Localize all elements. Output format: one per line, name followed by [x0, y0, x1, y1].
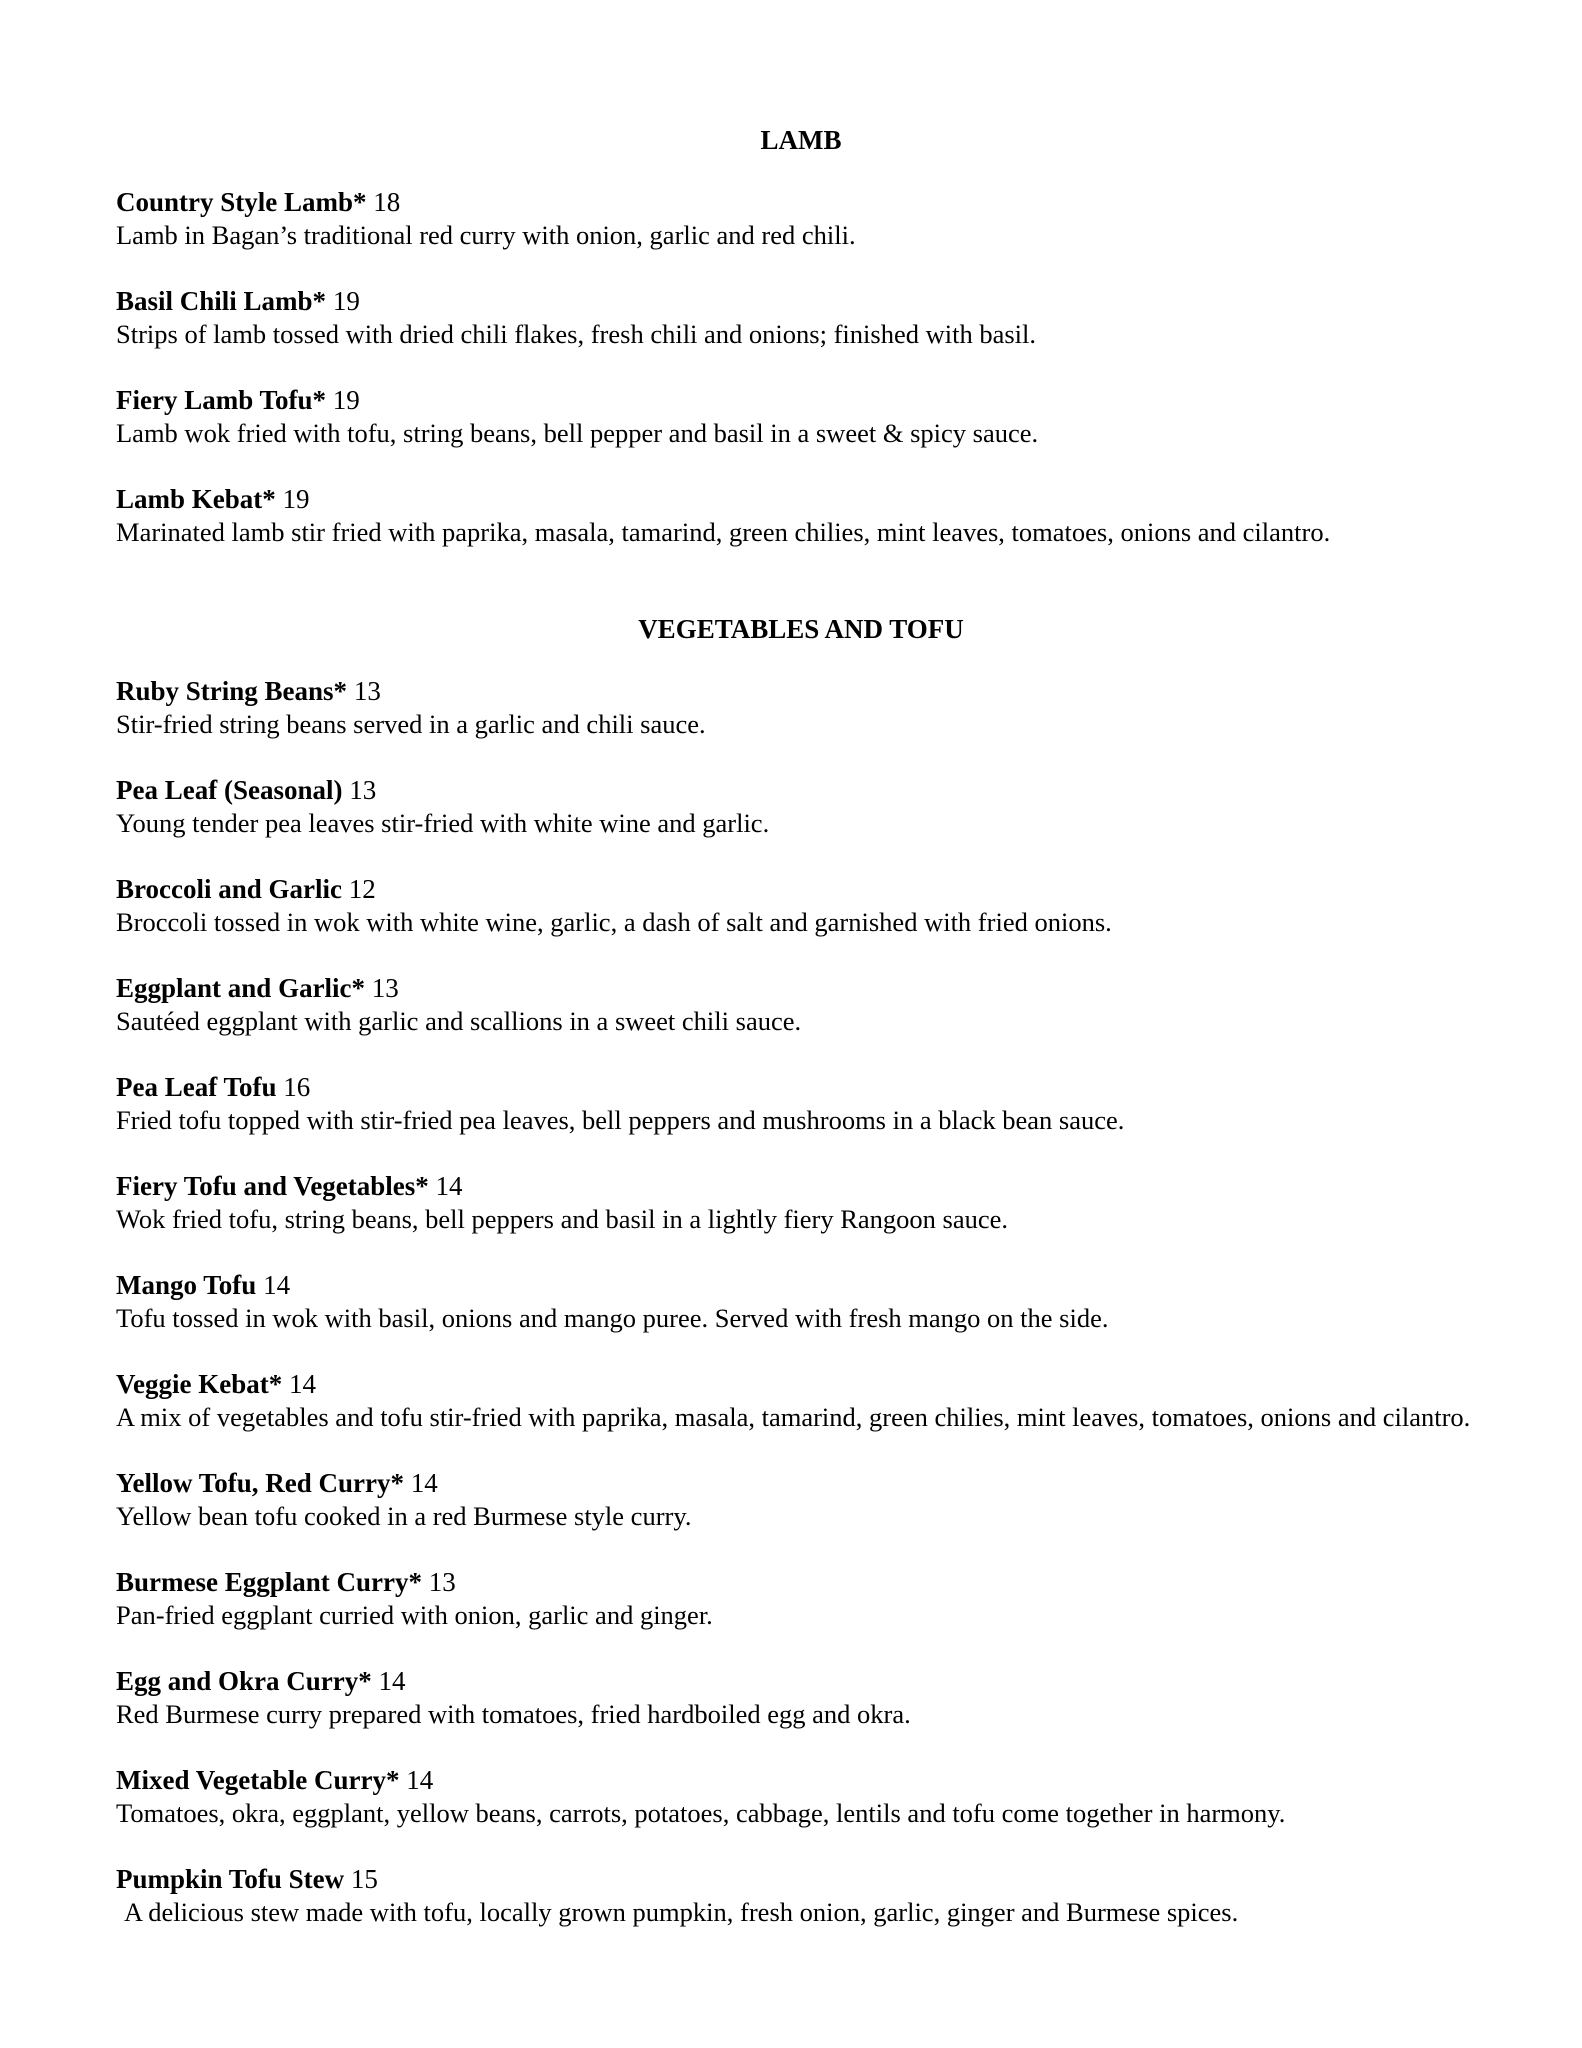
- item-description: Pan-fried eggplant curried with onion, garlic and ginger.: [116, 1600, 713, 1630]
- item-price: 13: [349, 775, 377, 805]
- item-name: Eggplant and Garlic*: [116, 973, 366, 1003]
- menu-item: [116, 1071, 1486, 1137]
- item-price: 16: [283, 1072, 311, 1102]
- item-description: Wok fried tofu, string beans, bell peppers and basil in a lightly fiery Rangoon sauce.: [116, 1204, 1009, 1234]
- item-price: 14: [406, 1765, 434, 1795]
- vegetables-tofu-section: [116, 613, 1486, 1962]
- menu-item: [116, 972, 1486, 1038]
- item-name: Yellow Tofu, Red Curry*: [116, 1468, 405, 1498]
- item-description: Stir-fried string beans served in a garlic and chili sauce.: [116, 709, 706, 739]
- menu-item: [116, 675, 1486, 741]
- item-price: 14: [378, 1666, 406, 1696]
- menu-item: [116, 285, 1486, 351]
- item-description: Tofu tossed in wok with basil, onions and mango puree. Served with fresh mango on the side.: [116, 1303, 1109, 1333]
- section-title-vegetables-tofu: VEGETABLES AND TOFU: [638, 614, 964, 644]
- item-price: 14: [410, 1468, 438, 1498]
- item-name: Burmese Eggplant Curry*: [116, 1567, 422, 1597]
- item-name: Mango Tofu: [116, 1270, 257, 1300]
- item-description: Marinated lamb stir fried with paprika, masala, tamarind, green chilies, mint leaves, tomatoes, onions and cilantro.: [116, 517, 1331, 547]
- item-name: Pea Leaf Tofu: [116, 1072, 277, 1102]
- item-description: Red Burmese curry prepared with tomatoes, fried hardboiled egg and okra.: [116, 1699, 911, 1729]
- menu-item: [116, 186, 1486, 252]
- item-description: A mix of vegetables and tofu stir-fried with paprika, masala, tamarind, green chilies, mint leaves, tomatoes, onions and cilantro.: [116, 1402, 1471, 1432]
- menu-item: [116, 1665, 1486, 1731]
- item-description: Tomatoes, okra, eggplant, yellow beans, carrots, potatoes, cabbage, lentils and tofu come together in harmony.: [116, 1798, 1286, 1828]
- item-name: Pea Leaf (Seasonal): [116, 775, 343, 805]
- item-description: Broccoli tossed in wok with white wine, garlic, a dash of salt and garnished with fried onions.: [116, 907, 1112, 937]
- item-name: Lamb Kebat*: [116, 484, 276, 514]
- item-description: Young tender pea leaves stir-fried with white wine and garlic.: [116, 808, 770, 838]
- section-title-lamb: LAMB: [760, 125, 842, 155]
- item-description: Fried tofu topped with stir-fried pea leaves, bell peppers and mushrooms in a black bean sauce.: [116, 1105, 1125, 1135]
- item-name: Pumpkin Tofu Stew: [116, 1864, 345, 1894]
- item-name: Broccoli and Garlic: [116, 874, 342, 904]
- menu-item: [116, 1170, 1486, 1236]
- item-description: A delicious stew made with tofu, locally grown pumpkin, fresh onion, garlic, ginger and Burmese spices.: [124, 1897, 1239, 1927]
- menu-item: [116, 774, 1486, 840]
- item-price: 19: [332, 286, 360, 316]
- item-price: 14: [263, 1270, 291, 1300]
- item-name: Basil Chili Lamb*: [116, 286, 327, 316]
- item-price: 15: [350, 1864, 378, 1894]
- menu-item: [116, 384, 1486, 450]
- item-price: 12: [348, 874, 376, 904]
- item-name: Country Style Lamb*: [116, 187, 367, 217]
- menu-item: [116, 1467, 1486, 1533]
- item-description: Lamb wok fried with tofu, string beans, bell pepper and basil in a sweet & spicy sauce.: [116, 418, 1039, 448]
- menu-item: [116, 1764, 1486, 1830]
- item-price: 19: [282, 484, 310, 514]
- item-description: Sautéed eggplant with garlic and scallions in a sweet chili sauce.: [116, 1006, 802, 1036]
- lamb-section: [116, 124, 1486, 582]
- item-price: 18: [373, 187, 401, 217]
- menu-item: [116, 873, 1486, 939]
- item-name: Mixed Vegetable Curry*: [116, 1765, 400, 1795]
- menu-item: [116, 1368, 1486, 1434]
- menu-item: [116, 483, 1486, 549]
- item-price: 14: [288, 1369, 316, 1399]
- item-price: 19: [332, 385, 360, 415]
- menu-item: [116, 1566, 1486, 1632]
- item-name: Fiery Lamb Tofu*: [116, 385, 327, 415]
- item-price: 13: [428, 1567, 456, 1597]
- item-name: Fiery Tofu and Vegetables*: [116, 1171, 429, 1201]
- item-name: Ruby String Beans*: [116, 676, 348, 706]
- item-description: Yellow bean tofu cooked in a red Burmese style curry.: [116, 1501, 692, 1531]
- item-name: Veggie Kebat*: [116, 1369, 283, 1399]
- menu-item: [116, 1863, 1486, 1929]
- item-price: 13: [353, 676, 381, 706]
- item-price: 13: [371, 973, 399, 1003]
- item-price: 14: [435, 1171, 463, 1201]
- item-description: Lamb in Bagan’s traditional red curry with onion, garlic and red chili.: [116, 220, 856, 250]
- menu-item: [116, 1269, 1486, 1335]
- item-description: Strips of lamb tossed with dried chili flakes, fresh chili and onions; finished with basil.: [116, 319, 1037, 349]
- item-name: Egg and Okra Curry*: [116, 1666, 372, 1696]
